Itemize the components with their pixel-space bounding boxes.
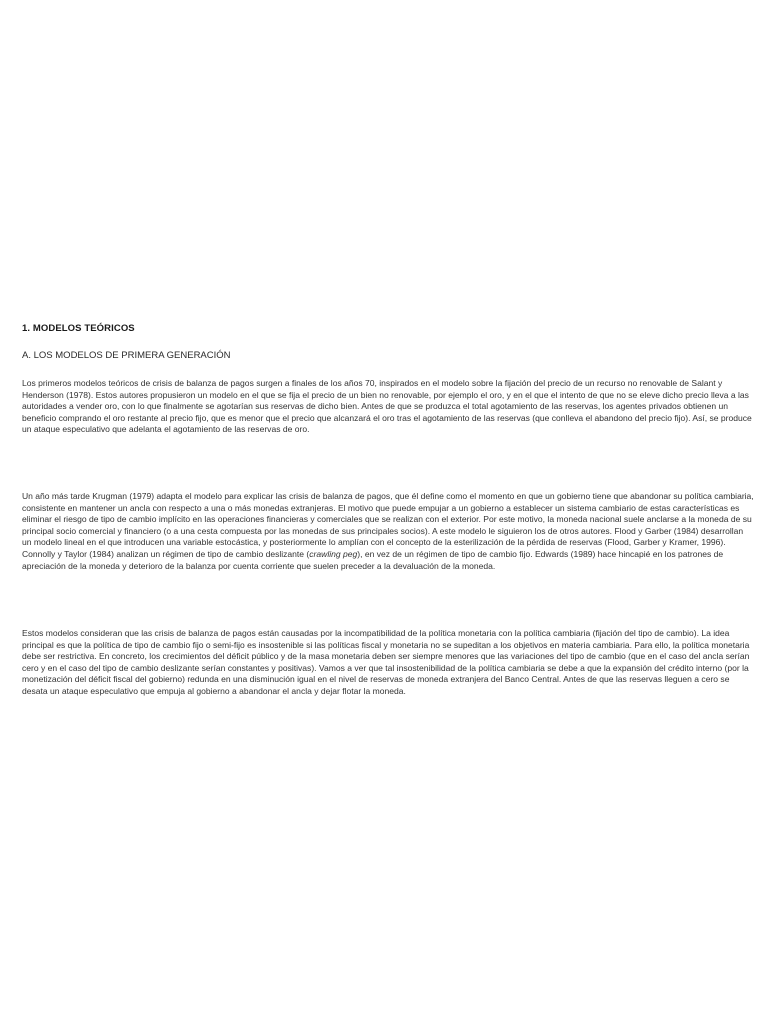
paragraph-krugman-model	[22, 491, 755, 572]
paragraph-first-generation-origins: Los primeros modelos teóricos de crisis de balanza de pagos surgen a finales de los años 70, inspirados en el modelo sobre la fijación del precio de un recurso no renovable de Salant y Henderson (1978). Estos autores propusieron un modelo en el que se fija el precio de un bien no renovable, por ejemplo el oro, y en el que el intento de que no se eleve dicho precio lleva a las autoridades a vender oro, con lo que finalmente se agotarían sus reservas de dicho bien. Antes de que se produzca el total agotamiento de las reservas, los agentes privados obtienen un beneficio comprando el oro restante al precio fijo, que es menor que el precio que alcanzará el oro tras el agotamiento de las reservas (que conlleva el abandono del precio fijo). Así, se produce un ataque especulativo que adelanta el agotamiento de las reservas de oro.	[22, 378, 752, 435]
subsection-heading: A. LOS MODELOS DE PRIMERA GENERACIÓN	[22, 350, 231, 361]
paragraph-policy-incompatibility: Estos modelos consideran que las crisis de balanza de pagos están causadas por la incompatibilidad de la política monetaria con la política cambiaria (fijación del tipo de cambio). La idea principal es que la política de tipo de cambio fijo o semi-fijo es insostenible si las políticas fiscal y monetaria no se supeditan a los objetivos en materia cambiaria. Para ello, la política monetaria debe ser restrictiva. En concreto, los crecimientos del déficit público y de la masa monetaria deben ser siempre menores que las variaciones del tipo de cambio (que en el caso del ancla serían cero y en el caso del tipo de cambio deslizante serían constantes y positivas). Vamos a ver que tal insostenibilidad de la política cambiaria se debe a que la expansión del crédito interno (por la monetización del déficit fiscal del gobierno) redunda en una disminución igual en el nivel de reservas de moneda extranjera del Banco Central. Antes de que las reservas lleguen a cero se desata un ataque especulativo que empuja al gobierno a abandonar el ancla y dejar flotar la moneda.	[22, 628, 750, 696]
paragraph-text: ), en vez de un régimen de tipo de cambio fijo. Edwards (1989) hace hincapié en los patrones de apreciación de la moneda y deterioro de la balanza por cuenta corriente que suelen preceder a la devaluación de la moneda.	[22, 548, 724, 571]
section-heading: 1. MODELOS TEÓRICOS	[22, 323, 135, 334]
paragraph-text: Un año más tarde Krugman (1979) adapta el modelo para explicar las crisis de balanza de pagos, que él define como el momento en que un gobierno tiene que abandonar su política cambiaria, consistente en mantener un ancla con respecto a una o más monedas extranjeras. El motivo que puede empujar a un gobierno a establecer un sistema cambiario de estas características es eliminar el riesgo de tipo de cambio implícito en las operaciones financieras y comerciales que se realizan con el exterior. Por este motivo, la moneda nacional suele anclarse a la moneda de su principal socio comercial y financiero (o a una cesta compuesta por las monedas de sus principales socios). A este modelo le siguieron los de otros autores. Flood y Garber (1984) desarrollan un modelo lineal en el que introducen una variable estocástica, y posteriormente lo amplían con el concepto de la esterilización de la pérdida de reservas (Flood, Garber y Kramer, 1996). Connolly y Taylor (1984) analizan un régimen de tipo de cambio deslizante (	[22, 491, 754, 559]
italic-term: crawling peg	[309, 548, 358, 559]
